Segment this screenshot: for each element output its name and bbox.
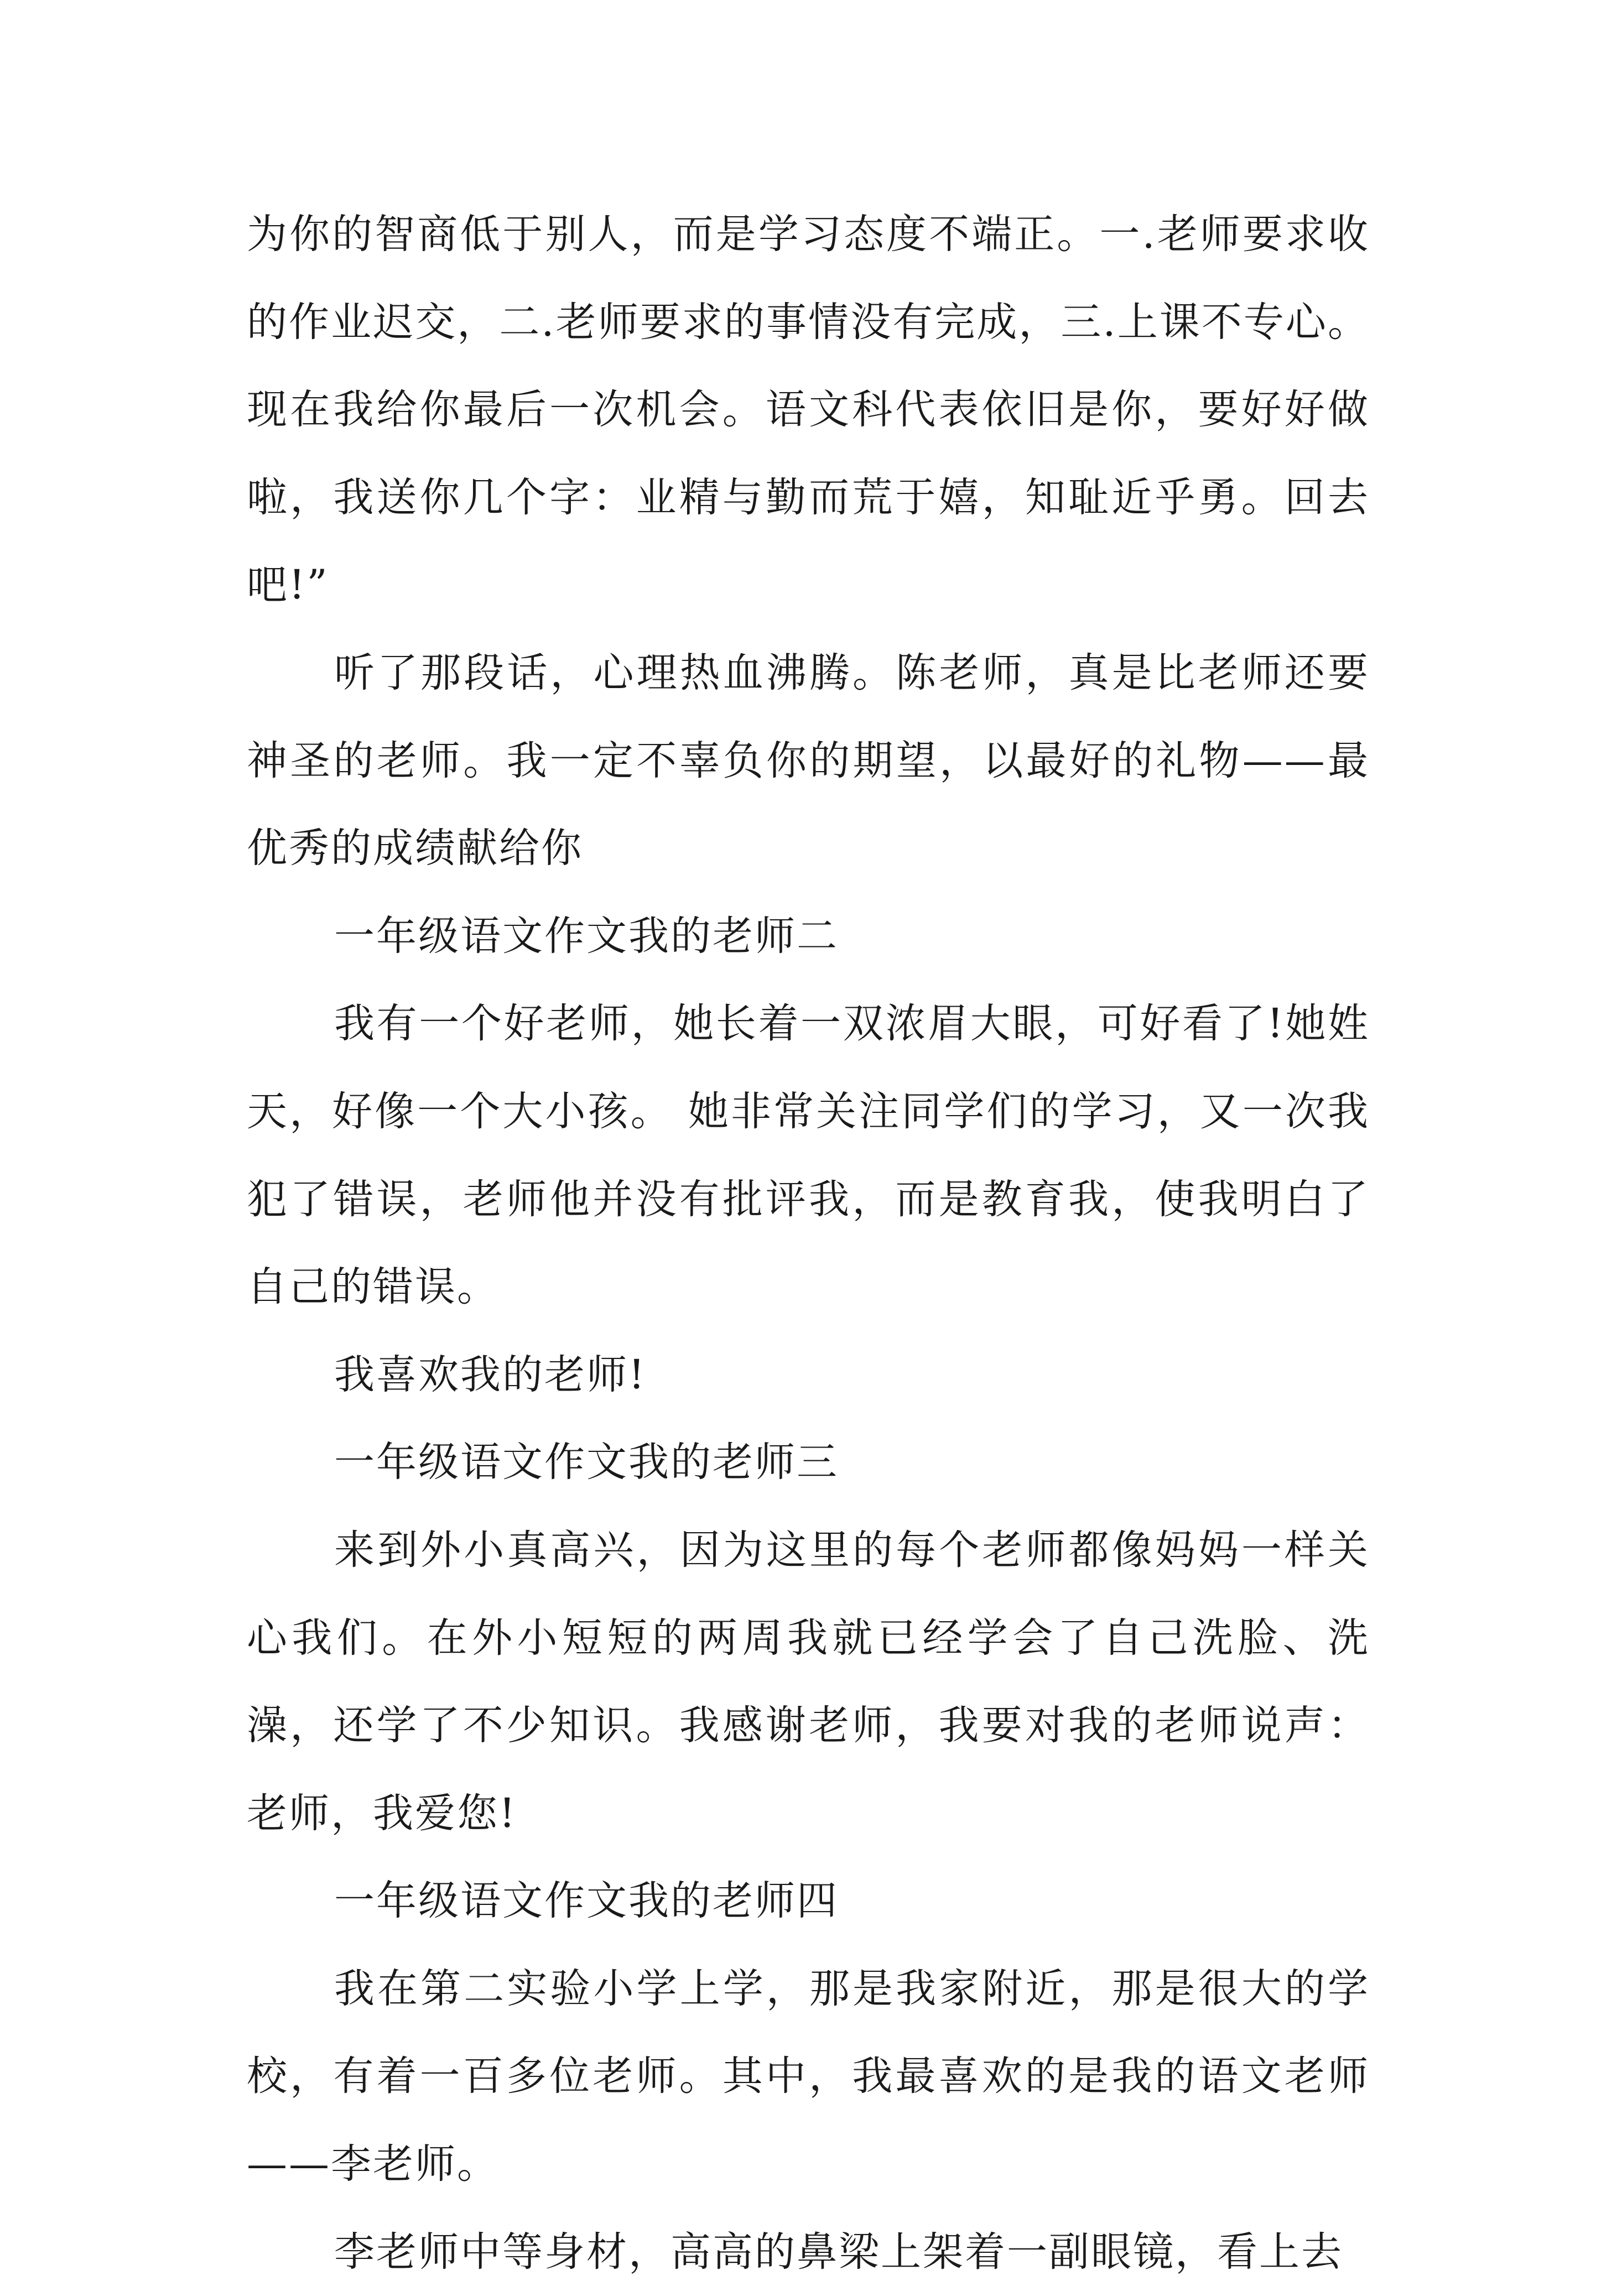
paragraph-10: 李老师中等身材，高高的鼻梁上架着一副眼镜，看上去 xyxy=(334,2228,1343,2276)
paragraph-4: 我有一个好老师，她长着一双浓眉大眼，可好看了!她姓天，好像一个大小孩。 她非常关注同学们的学习，又一次我犯了错误，老师他并没有批评我，而是教育我，使我明白了自己的错误。 xyxy=(247,1000,1370,1311)
paragraph-9: 我在第二实验小学上学，那是我家附近，那是很大的学校，有着一百多位老师。其中，我最喜欢的是我的语文老师——李老师。 xyxy=(247,1965,1370,2188)
document-body xyxy=(247,191,1370,2296)
paragraph-1: 为你的智商低于别人，而是学习态度不端正。一.老师要求收的作业迟交，二.老师要求的事情没有完成，三.上课不专心。现在我给你最后一次机会。语文科代表依旧是你，要好好做啦，我送你几个字：业精与勤而荒于嬉，知耻近乎勇。回去吧!” xyxy=(247,211,1370,609)
paragraph-5: 我喜欢我的老师! xyxy=(334,1351,647,1398)
section-heading-2: 一年级语文作文我的老师二 xyxy=(334,912,839,960)
section-heading-3: 一年级语文作文我的老师三 xyxy=(334,1439,839,1486)
paragraph-2: 听了那段话，心理热血沸腾。陈老师，真是比老师还要神圣的老师。我一定不辜负你的期望，以最好的礼物——最优秀的成绩献给你 xyxy=(247,649,1370,872)
section-heading-4: 一年级语文作文我的老师四 xyxy=(334,1877,839,1925)
paragraph-7: 来到外小真高兴，因为这里的每个老师都像妈妈一样关心我们。在外小短短的两周我就已经学会了自己洗脸、洗澡，还学了不少知识。我感谢老师，我要对我的老师说声：老师，我爱您! xyxy=(247,1526,1370,1837)
